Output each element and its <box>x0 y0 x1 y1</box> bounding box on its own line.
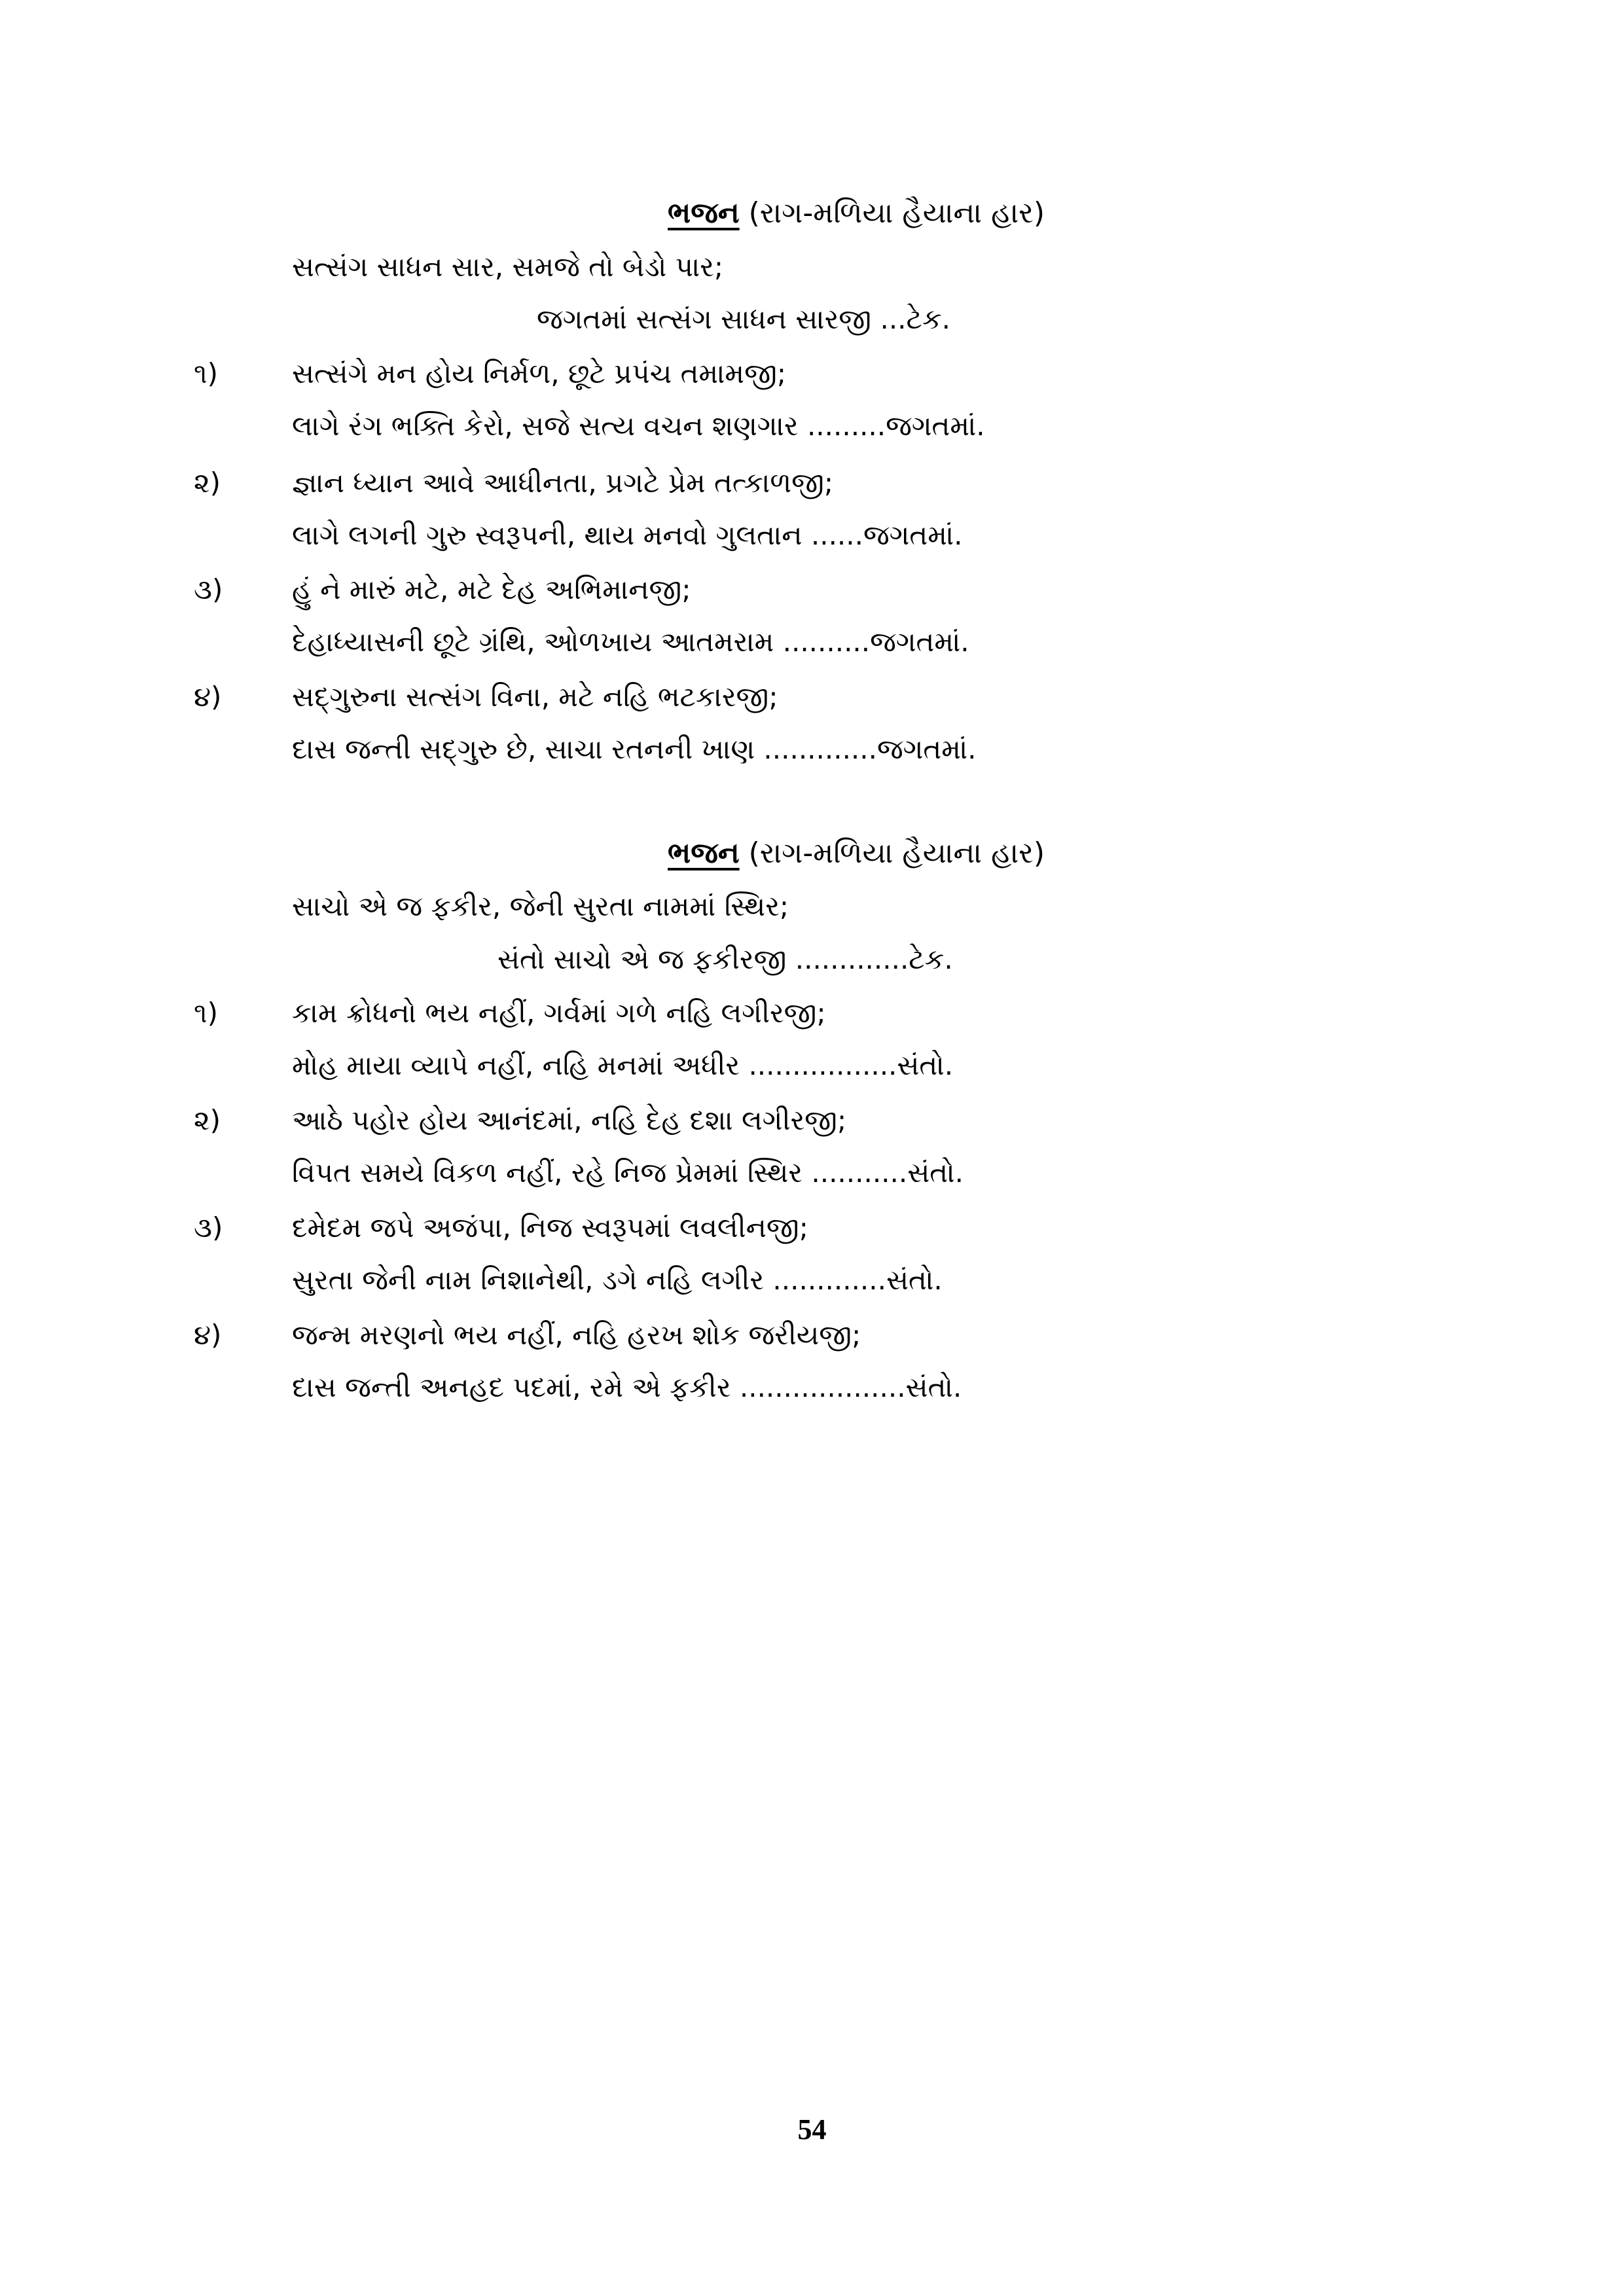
bhajan-1-verse-2-line-2: લાગે લગની ગુરુ સ્વરૂપની, થાય મનવો ગુલતાન ......જગતમાં. <box>292 519 963 551</box>
bhajan-1-verse-4-line-2: દાસ જન્તી સદ્ગુરુ છે, સાચા રતનની ખાણ .............જગતમાં. <box>292 733 977 765</box>
bhajan-2-intro-line-1: સાચો એ જ ફકીર, જેની સુરતા નામમાં સ્થિર; <box>292 890 789 922</box>
bhajan-1-verse-3-line-2: દેહાધ્યાસની છૂટે ગ્રંથિ, ઓળખાય આતમરામ ..........જગતમાં. <box>292 626 969 658</box>
bhajan-1-intro-line-1: સત્સંગ સાધન સાર, સમજે તો બેડો પાર; <box>292 251 723 283</box>
bhajan-2-verse-3-line-1: દમેદમ જપે અજંપા, નિજ સ્વરૂપમાં લવલીનજી; <box>292 1211 808 1244</box>
bhajan-2-verse-4-number: ૪) <box>194 1319 222 1351</box>
bhajan-2-verse-1-line-2: મોહ માયા વ્યાપે નહીં, નહિ મનમાં અધીર .................સંતો. <box>292 1049 954 1081</box>
bhajan-2-verse-1-line-1: કામ ક્રોધનો ભય નહીં, ગર્વમાં ગળે નહિ લગીરજી; <box>292 997 826 1029</box>
bhajan-2-verse-3-line-2: સુરતા જેની નામ નિશાનેથી, ડગે નહિ લગીર .............સંતો. <box>292 1264 943 1296</box>
bhajan-2-title: ભજન <box>668 836 740 870</box>
bhajan-2-raag: (રાગ-મળિયા હૈયાના હાર) <box>748 836 1045 870</box>
bhajan-1-intro-line-2: જગતમાં સત્સંગ સાધન સારજી ...ટેક. <box>537 303 950 335</box>
bhajan-2-verse-4-line-1: જન્મ મરણનો ભય નહીં, નહિ હરખ શોક જરીયજી; <box>292 1319 861 1351</box>
bhajan-1-verse-2-number: ૨) <box>194 467 221 499</box>
bhajan-1-verse-3-line-1: હું ને મારું મટે, મટે દેહ અભિમાનજી; <box>292 573 691 605</box>
bhajan-1-verse-2-line-1: જ્ઞાન ધ્યાન આવે આધીનતા, પ્રગટે પ્રેમ તત્કાળજી; <box>292 467 834 499</box>
bhajan-2-heading <box>668 835 1045 874</box>
bhajan-1-verse-1-number: ૧) <box>194 357 218 389</box>
bhajan-2-verse-1-number: ૧) <box>194 997 218 1029</box>
bhajan-1-verse-3-number: ૩) <box>194 573 223 605</box>
bhajan-1-verse-1-line-1: સત્સંગે મન હોય નિર્મળ, છૂટે પ્રપંચ તમામજી; <box>292 357 787 389</box>
bhajan-2-verse-2-line-1: આઠે પહોર હોય આનંદમાં, નહિ દેહ દશા લગીરજી; <box>292 1104 847 1136</box>
bhajan-1-verse-4-line-1: સદ્ગુરુના સત્સંગ વિના, મટે નહિ ભટકારજી; <box>292 681 778 713</box>
bhajan-1-raag: (રાગ-મળિયા હૈયાના હાર) <box>748 196 1045 230</box>
bhajan-1-verse-1-line-2: લાગે રંગ ભક્તિ કેરો, સજે સત્ય વચન શણગાર .........જગતમાં. <box>292 410 985 442</box>
bhajan-2-verse-2-number: ૨) <box>194 1104 221 1136</box>
bhajan-1-heading <box>668 195 1045 234</box>
page-number: 54 <box>797 2113 827 2145</box>
bhajan-2-verse-4-line-2: દાસ જન્તી અનહદ પદમાં, રમે એ ફકીર ...................સંતો. <box>292 1371 962 1403</box>
bhajan-1-verse-4-number: ૪) <box>194 681 222 713</box>
bhajan-1-title: ભજન <box>668 196 740 230</box>
bhajan-2-verse-3-number: ૩) <box>194 1211 223 1244</box>
bhajan-2-verse-2-line-2: વિપત સમયે વિકળ નહીં, રહે નિજ પ્રેમમાં સ્થિર ...........સંતો. <box>292 1157 964 1189</box>
bhajan-2-intro-line-2: સંતો સાચો એ જ ફકીરજી .............ટેક. <box>497 943 953 975</box>
